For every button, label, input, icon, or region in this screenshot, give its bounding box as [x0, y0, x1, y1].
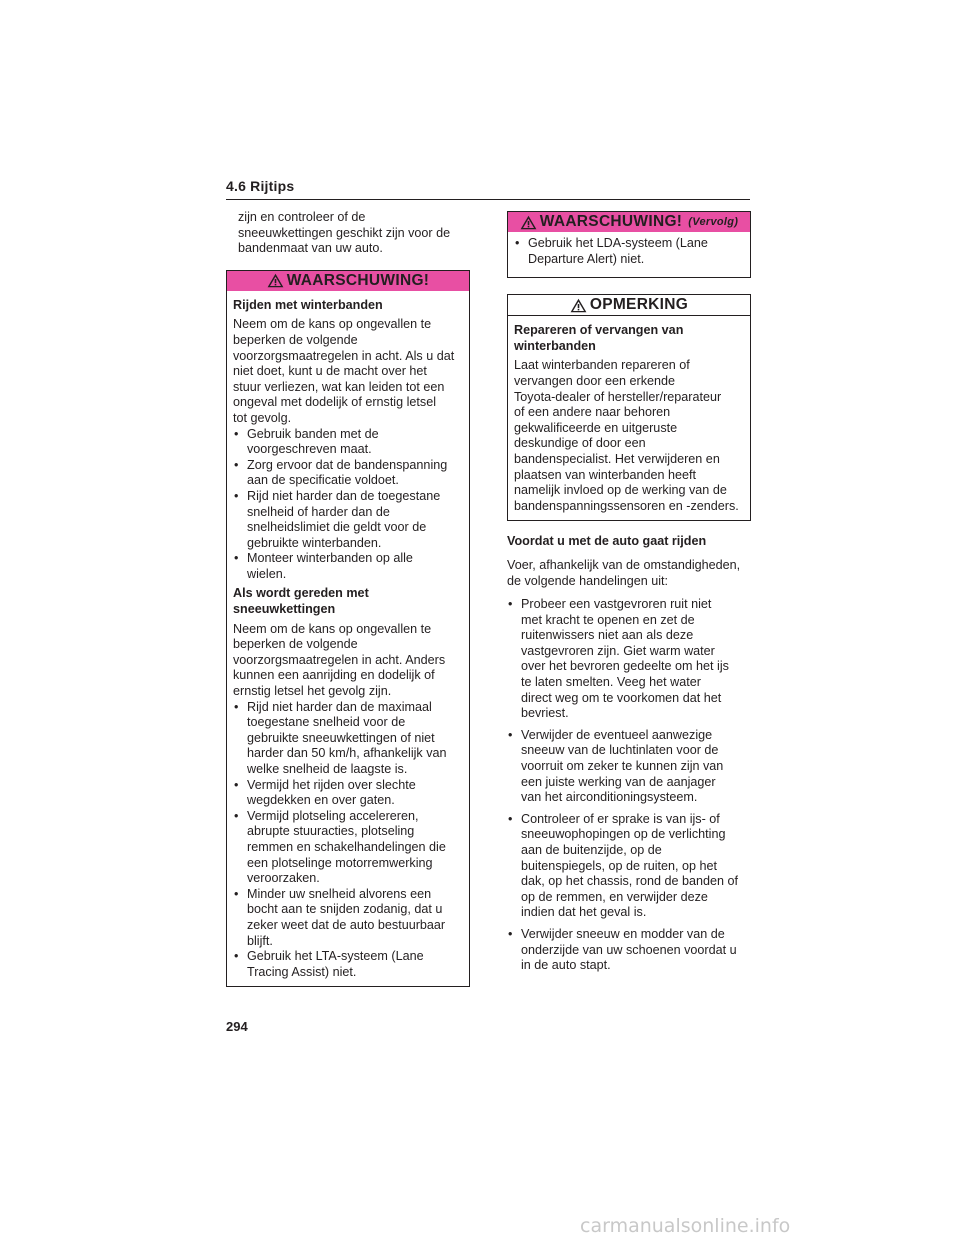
list-item: • Verwijder sneeuw en modder van de onderzijde van uw schoenen voordat u in de auto stapt. — [508, 926, 737, 973]
list-item: • Gebruik het LDA-systeem (Lane Departure Alert) niet. — [515, 236, 708, 266]
note-title: OPMERKING — [589, 296, 689, 314]
section-header — [226, 178, 750, 200]
warning-header — [227, 271, 469, 291]
note-body — [508, 316, 750, 520]
list-item: • Zorg ervoor dat de bandenspanning aan de specificatie voldoet. — [234, 457, 448, 488]
page-number: 294 — [226, 1019, 248, 1034]
list-item: • Vermijd plotseling accelereren, abrupte stuuracties, plotseling remmen en schakelhandelingen die een plotselinge motorremwerking veroorzaken. — [234, 808, 446, 886]
list-item: • Controleer of er sprake is van ijs- of sneeuwophopingen op de verlichting aan de buitenzijde, op de buitenspiegels, op de ruiten, op het dak, op het chassis, rond de banden of op de remmen, en verwijder deze indien dat het geval is. — [508, 811, 739, 920]
list-item: • Monteer winterbanden op alle wielen. — [234, 551, 413, 581]
intro-text: zijn en controleer of de sneeuwkettingen geschikt zijn voor de bandenmaat van uw auto. — [238, 210, 451, 256]
warning-heading-winter-tires: Rijden met winterbanden — [233, 297, 383, 312]
list-item: • Probeer een vastgevroren ruit niet met kracht te openen en zet de ruitenwissers niet aan als deze vastgevroren zijn. Giet warm water over het bevroren gedeelte om het ijs te laten smelten. Veeg het water direct weg om te voorkomen dat het bevriest. — [508, 597, 729, 721]
watermark: carmanualsonline.info — [580, 1215, 791, 1237]
warning-paragraph-1: Neem om de kans op ongevallen te beperken de volgende voorzorgsmaatregelen in acht. Als u dat niet doet, kunt u de macht over het stuur verliezen, wat kan leiden tot een ongeval met dodelijk of ernstig letsel tot gevolg. — [233, 317, 455, 425]
warning-body — [227, 291, 469, 987]
warning-title: WAARSCHUWING! — [286, 271, 430, 289]
list-item: • Gebruik het LTA-systeem (Lane Tracing Assist) niet. — [234, 949, 424, 979]
section-intro: Voer, afhankelijk van de omstandigheden, de volgende handelingen uit: — [507, 557, 741, 588]
note-box — [507, 294, 751, 521]
section-heading: Voordat u met de auto gaat rijden — [507, 534, 707, 549]
note-paragraph: Laat winterbanden repareren of vervangen door een erkende Toyota-dealer of hersteller/reparateur of een andere naar behoren gekwalificeerde en uitgeruste deskundige of door een bandenspecialist. Het verwijderen en plaatsen van winterbanden heeft namelijk invloed op de werking van de bandenspanningssensoren en -zenders. — [514, 358, 739, 513]
warning-triangle-icon — [520, 215, 537, 230]
warning-triangle-icon — [570, 298, 587, 313]
list-item: • Rijd niet harder dan de toegestane snelheid of harder dan de snelheidslimiet die geldt voor de gebruikte winterbanden. — [234, 488, 441, 550]
continued-label: (Vervolg) — [688, 216, 739, 228]
list-item: • Rijd niet harder dan de maximaal toegestane snelheid voor de gebruikte sneeuwkettingen of niet harder dan 50 km/h, afhankelijk van welke snelheid de laagste is. — [234, 699, 447, 776]
list-item: • Vermijd het rijden over slechte wegdekken en over gaten. — [234, 777, 416, 808]
note-header — [508, 295, 750, 316]
warning-continued-title: WAARSCHUWING! — [539, 213, 683, 230]
warning-triangle-icon — [267, 273, 284, 288]
left-column — [226, 210, 470, 987]
list-item: • Gebruik banden met de voorgeschreven maat. — [234, 426, 379, 457]
list-item: • Verwijder de eventueel aanwezige sneeuw van de luchtinlaten voor de voorruit om zeker te kunnen zijn van een juiste werking van de aanjager van het airconditioningsysteem. — [508, 727, 724, 805]
warning-heading-snow-chains: Als wordt gereden met sneeuwkettingen — [233, 586, 369, 617]
warning-continued-body — [508, 232, 750, 277]
right-column — [507, 211, 751, 974]
list-item: • Minder uw snelheid alvorens een bocht aan te snijden zodanig, dat u zeker weet dat de auto bestuurbaar blijft. — [234, 886, 446, 948]
warning-box — [226, 270, 470, 988]
warning-continued-header — [508, 212, 750, 232]
warning-paragraph-2: Neem om de kans op ongevallen te beperken de volgende voorzorgsmaatregelen in acht. Anders kunnen een aanrijding en dodelijk of ernstig letsel het gevolg zijn. — [233, 621, 446, 699]
warning-continued-box — [507, 211, 751, 278]
section-title: 4.6 Rijtips — [226, 178, 295, 194]
note-heading: Repareren of vervangen van winterbanden — [514, 323, 684, 353]
